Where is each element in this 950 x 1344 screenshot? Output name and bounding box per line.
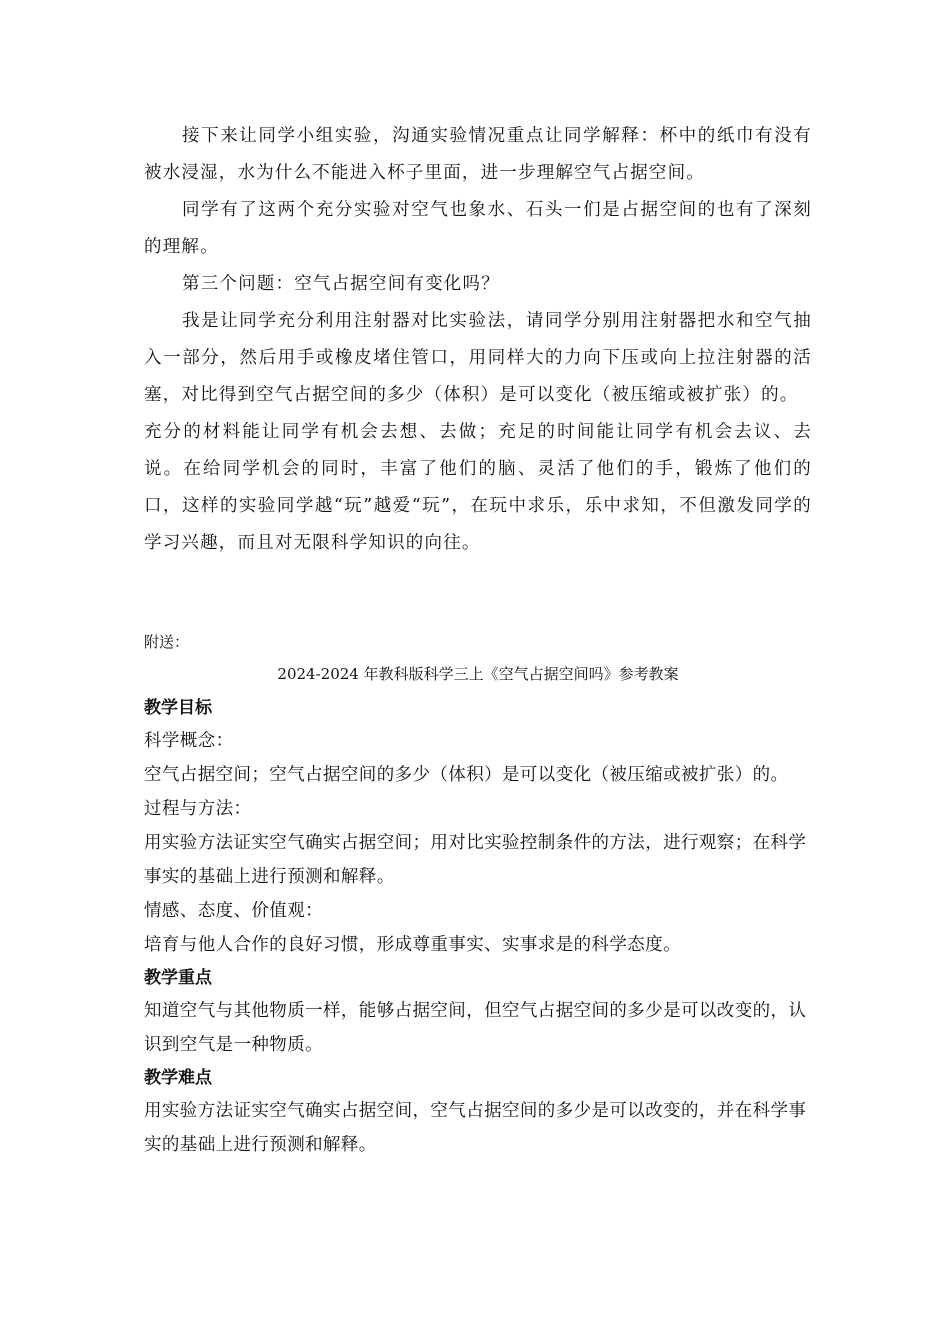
heading-difficult-points: 教学难点 (144, 1068, 212, 1088)
lesson-plan-title: 2024-2024 年教科版科学三上《空气占据空间吗》参考教案 (277, 665, 679, 683)
appendix-title-block (144, 662, 812, 686)
article-body (144, 118, 812, 562)
difficult-points-text: 用实验方法证实空气确实占据空间，空气占据空间的多少是可以改变的，并在科学事实的基础上进行预测和解释。 (144, 1101, 807, 1155)
paragraph-third-question: 第三个问题：空气占据空间有变化吗？ (182, 274, 500, 294)
lesson-plan (144, 692, 812, 1162)
paragraph-group-experiment: 接下来让同学小组实验，沟通实验情况重点让同学解释：杯中的纸巾有没有被水浸湿，水为什么不能进入杯子里面，进一步理解空气占据空间。 (144, 126, 812, 183)
paragraph-understanding: 同学有了这两个充分实验对空气也象水、石头一们是占据空间的也有了深刻的理解。 (144, 200, 812, 257)
attitude-text: 培育与他人合作的良好习惯，形成尊重事实、实事求是的科学态度。 (144, 935, 681, 955)
appendix-label-block (144, 630, 812, 654)
key-points-text: 知道空气与其他物质一样，能够占据空间，但空气占据空间的多少是可以改变的，认识到空气是一种物质。 (144, 1001, 807, 1055)
appendix-label: 附送： (144, 633, 190, 651)
heading-key-points: 教学重点 (144, 968, 212, 988)
method-text: 用实验方法证实空气确实占据空间；用对比实验控制条件的方法，进行观察；在科学事实的基础上进行预测和解释。 (144, 833, 807, 887)
method-label: 过程与方法： (144, 799, 252, 819)
paragraph-syringe-experiment: 我是让同学充分利用注射器对比实验法，请同学分别用注射器把水和空气抽入一部分，然后用手或橡皮堵住管口，用同样大的力向下压或向上拉注射器的活塞，对比得到空气占据空间的多少（体积）是可以变化（被压缩或被扩张）的。 (144, 311, 812, 405)
paragraph-conclusion: 充分的材料能让同学有机会去想、去做；充足的时间能让同学有机会去议、去说。在给同学机会的同时，丰富了他们的脑、灵活了他们的手，锻炼了他们的口，这样的实验同学越“玩”越爱“玩”，在玩中求乐，乐中求知，不但激发同学的学习兴趣，而且对无限科学知识的向往。 (144, 422, 812, 553)
concept-text: 空气占据空间；空气占据空间的多少（体积）是可以变化（被压缩或被扩张）的。 (144, 765, 789, 785)
concept-label: 科学概念： (144, 731, 234, 751)
attitude-label: 情感、态度、价值观： (144, 901, 323, 921)
heading-teaching-goals: 教学目标 (144, 698, 212, 718)
